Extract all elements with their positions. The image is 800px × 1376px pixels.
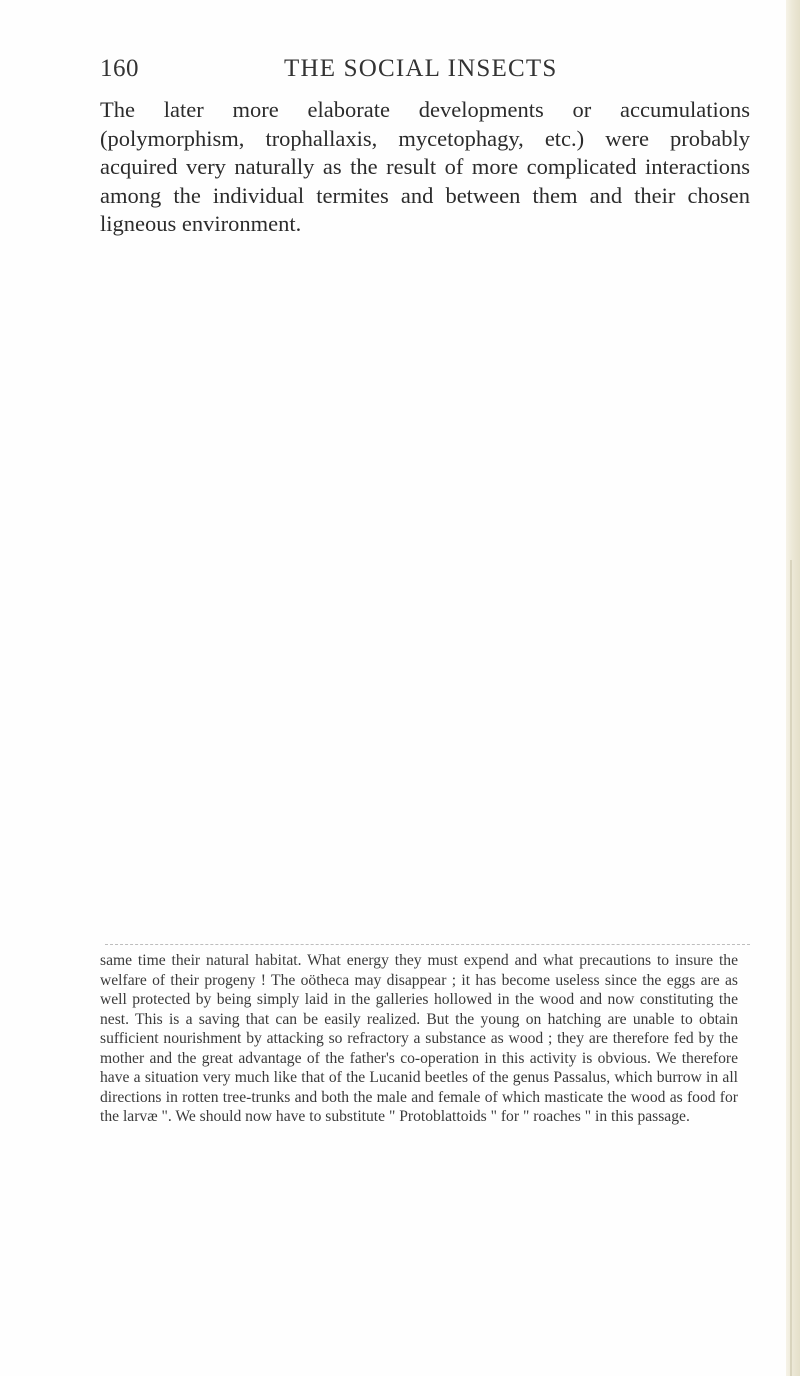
running-title: THE SOCIAL INSECTS	[284, 55, 558, 82]
page-header	[100, 55, 750, 91]
body-paragraph: The later more elaborate developments or accumulations (polymorphism, trophallaxis, mycetophagy, etc.) were probably acquired very naturally as the result of more complicated interactions among the individual termites and between them and their chosen ligneous environment.	[100, 97, 750, 236]
footnote-divider	[105, 944, 750, 945]
page-number: 160	[100, 55, 139, 82]
footnote-text: same time their natural habitat. What energy they must expend and what precautions to insure the welfare of their progeny ! The oötheca may disappear ; it has become useless since the eggs are as well protected by being simply laid in the galleries hollowed in the wood and now constituting the nest. This is a saving that can be easily realized. But the young on hatching are unable to obtain sufficient nourishment by attacking so refractory a substance as wood ; they are therefore fed by the mother and the great advantage of the father's co-operation in this activity is obvious. We therefore have a situation very much like that of the Lucanid beetles of the genus Passalus, which burrow in all directions in rotten tree-trunks and both the male and female of which masticate the wood as food for the larvæ ". We should now have to substitute " Protoblattoids " for " roaches " in this passage.	[100, 952, 738, 1125]
page-edge-shadow	[786, 0, 800, 1376]
